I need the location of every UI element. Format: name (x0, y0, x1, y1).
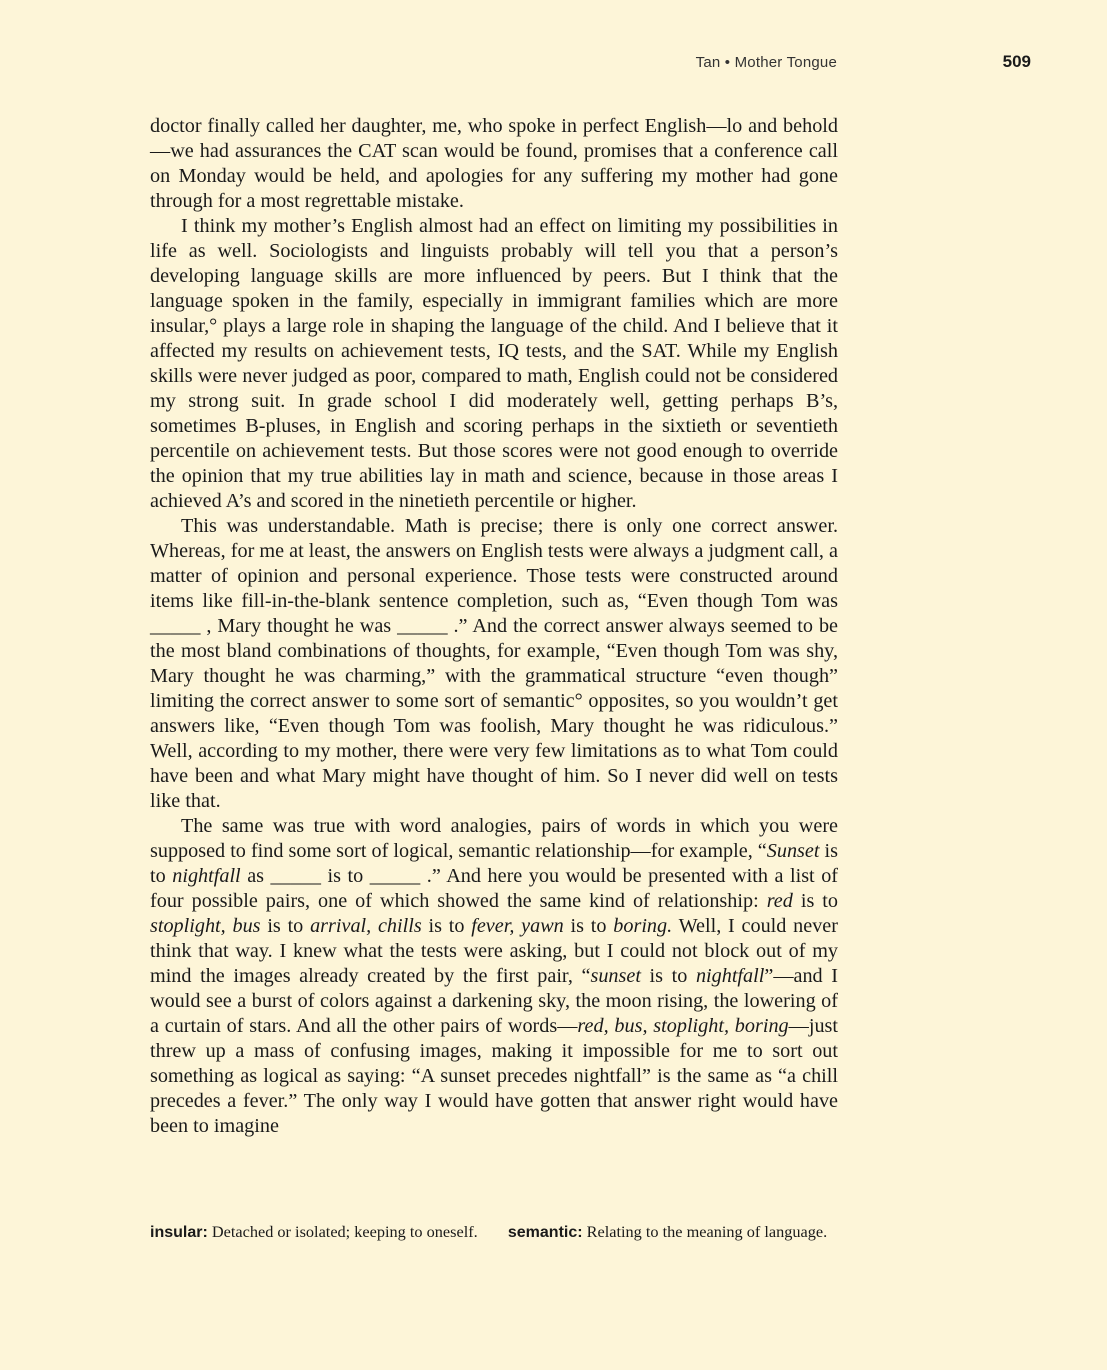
page-number: 509 (1002, 52, 1031, 71)
text-run: is to (150, 840, 839, 887)
text-run: is to (640, 965, 696, 987)
italic-text: fever, yawn (471, 915, 564, 937)
paragraph (150, 114, 838, 214)
italic-text: arrival, chills (310, 915, 422, 937)
paragraph (150, 814, 838, 1139)
paragraph (150, 514, 838, 814)
text-run: is to (421, 915, 472, 937)
italic-text: sunset (590, 965, 641, 987)
italic-text: nightfall (172, 865, 241, 887)
text-run: Well, I could never think that way. I knew what the tests were asking, but I could not block out of my mind the images already created by the first pair, “ (150, 915, 838, 987)
text-run: doctor finally called her daughter, me, who spoke in perfect English—lo and behold—we had assurances the CAT scan would be found, promises that a conference call on Monday would be held, and apologies for any suffering my mother had gone through for a most regrettable mistake. (150, 115, 838, 212)
text-run: The same was true with word analogies, pairs of words in which you were supposed to find some sort of logical, semantic relationship—for example, “ (150, 815, 838, 862)
paragraph (150, 214, 838, 514)
text-run: —just threw up a mass of confusing images, making it impossible for me to sort out something as logical as saying: “A sunset precedes nightfall” is the same as “a chill precedes a fever.” The only way I would have gotten that answer right would have been to imagine (150, 1015, 839, 1137)
text-run: as _____ is to _____ .” And here you would be presented with a list of four possible pairs, one of which showed the same kind of relationship: (150, 865, 839, 912)
text-run: is to (260, 915, 311, 937)
italic-text: stoplight, bus (150, 915, 261, 937)
italic-text: red (766, 890, 793, 912)
text-run: is to (563, 915, 614, 937)
footnotes (150, 1221, 838, 1244)
italic-text: boring. (613, 915, 673, 937)
text-run: ”—and I would see a burst of colors against a darkening sky, the moon rising, the lowering of a curtain of stars. And all the other pairs of words— (150, 965, 838, 1037)
footnote-definition: Detached or isolated; keeping to oneself. (211, 1222, 478, 1241)
footnote-term: insular: (150, 1224, 208, 1241)
text-run: I think my mother’s English almost had an effect on limiting my possibilities in life as well. Sociologists and linguists probably will tell you that a person’s developing language skills are more influenced by peers. But I think that the language spoken in the family, especially in immigrant families which are more insular,° plays a large role in shaping the language of the child. And I believe that it affected my results on achievement tests, IQ tests, and the SAT. While my English skills were never judged as poor, compared to math, English could not be considered my strong suit. In grade school I did moderately well, getting perhaps B’s, sometimes B-pluses, in English and scoring perhaps in the sixtieth or seventieth percentile on achievement tests. But those scores were not good enough to override the opinion that my true abilities lay in math and science, because in those areas I achieved A’s and scored in the ninetieth percentile or higher. (150, 215, 838, 512)
italic-text: red, bus, stoplight, boring (577, 1015, 789, 1037)
footnote-definition: Relating to the meaning of language. (586, 1222, 828, 1241)
body-text (150, 114, 838, 1139)
footnote-term: semantic: (507, 1224, 583, 1241)
italic-text: nightfall (695, 965, 765, 987)
italic-text: Sunset (766, 840, 820, 862)
running-head: Tan • Mother Tongue (695, 54, 837, 71)
text-run: is to (792, 890, 839, 912)
text-run: This was understandable. Math is precise; there is only one correct answer. Whereas, for me at least, the answers on English tests were always a judgment call, a matter of opinion and personal experience. Those tests were constructed around items like fill-in-the-blank sentence completion, such as, “Even though Tom was _____ , Mary thought he was _____ .” And the correct answer always seemed to be the most bland combinations of thoughts, for example, “Even though Tom was shy, Mary thought he was charming,” with the grammatical structure “even though” limiting the correct answer to some sort of semantic° opposites, so you wouldn’t get answers like, “Even though Tom was foolish, Mary thought he was ridiculous.” Well, according to my mother, there were very few limitations as to what Tom could have been and what Mary might have thought of him. So I never did well on tests like that. (150, 515, 838, 812)
